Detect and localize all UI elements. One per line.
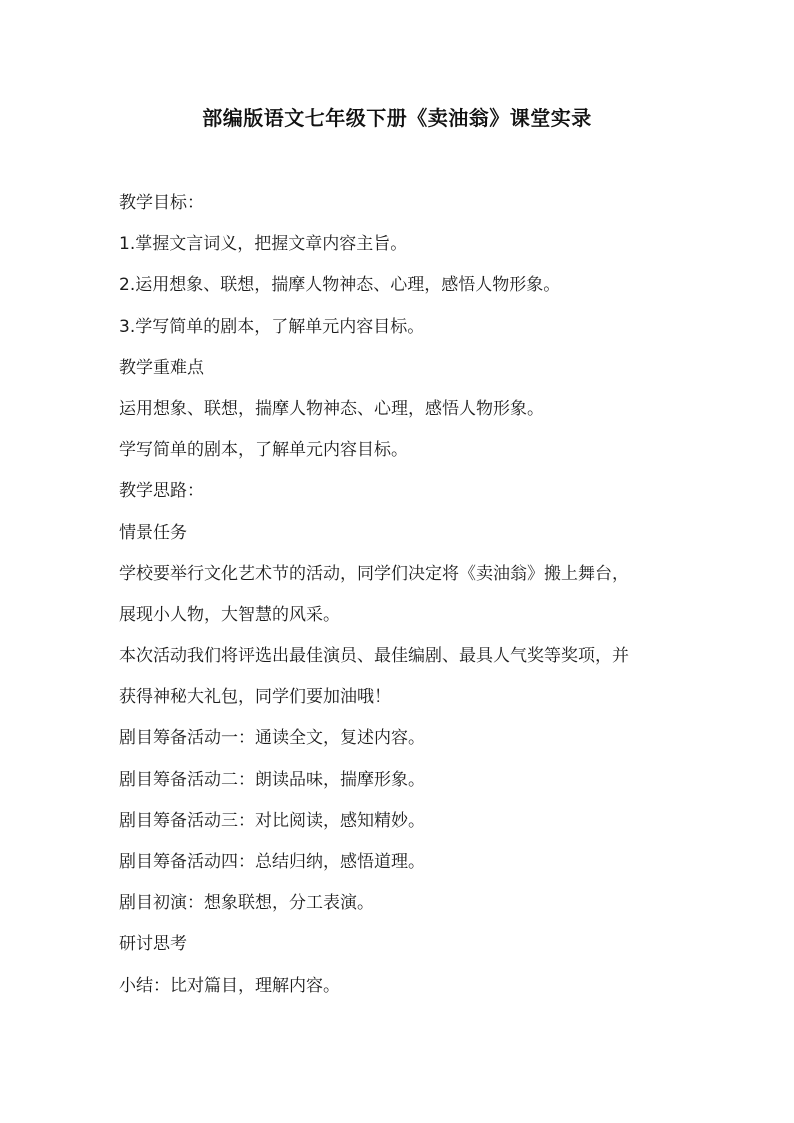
body-line: 展现小人物，大智慧的风采。 — [119, 604, 340, 625]
body-line: 剧目初演：想象联想，分工表演。 — [119, 893, 374, 914]
body-line: 3.学写简单的剧本，了解单元内容目标。 — [119, 316, 425, 337]
body-line: 教学目标： — [119, 193, 204, 213]
body-line: 获得神秘大礼包，同学们要加油哦！ — [119, 687, 391, 708]
body-line: 剧目筹备活动二：朗读品味，揣摩形象。 — [119, 769, 425, 790]
body-line: 剧目筹备活动一：通读全文，复述内容。 — [119, 728, 425, 749]
body-line: 教学重难点 — [119, 357, 204, 378]
document-title: 部编版语文七年级下册《卖油翁》课堂实录 — [202, 106, 592, 130]
body-line: 小结：比对篇目，理解内容。 — [119, 975, 340, 996]
body-line: 本次活动我们将评选出最佳演员、最佳编剧、最具人气奖等奖项，并 — [119, 646, 629, 667]
body-line: 情景任务 — [119, 522, 187, 543]
body-line: 2.运用想象、联想，揣摩人物神态、心理，感悟人物形象。 — [119, 275, 561, 296]
body-line: 1.掌握文言词义，把握文章内容主旨。 — [119, 234, 408, 255]
body-line: 学写简单的剧本，了解单元内容目标。 — [119, 440, 408, 461]
body-line: 教学思路： — [119, 481, 204, 502]
body-line: 运用想象、联想，揣摩人物神态、心理，感悟人物形象。 — [119, 398, 544, 419]
body-line: 学校要举行文化艺术节的活动，同学们决定将《卖油翁》搬上舞台， — [119, 563, 629, 584]
document-body — [119, 188, 719, 1012]
body-line: 剧目筹备活动三：对比阅读，感知精妙。 — [119, 810, 425, 831]
body-line: 研讨思考 — [119, 934, 187, 955]
body-line: 剧目筹备活动四：总结归纳，感悟道理。 — [119, 852, 425, 872]
